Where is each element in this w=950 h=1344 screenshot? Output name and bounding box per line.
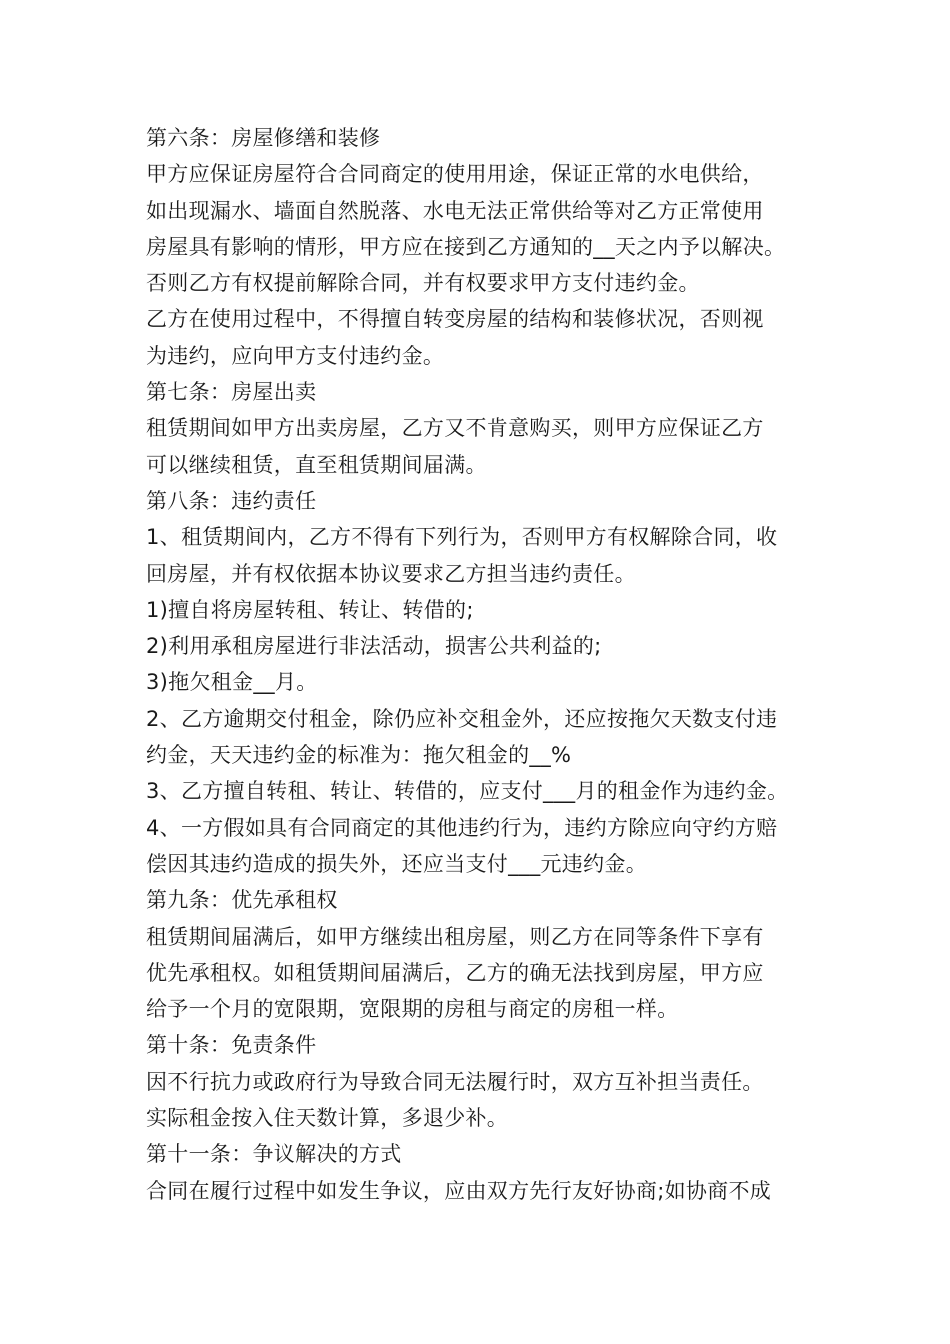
text-line: 偿因其违约造成的损失外，还应当支付___元违约金。 bbox=[146, 851, 647, 876]
text-line: 实际租金按入住天数计算，多退少补。 bbox=[146, 1106, 509, 1131]
text-line: 因不行抗力或政府行为导致合同无法履行时，双方互补担当责任。 bbox=[146, 1069, 764, 1094]
document-body bbox=[146, 120, 846, 1209]
text-line: 房屋具有影响的情形，甲方应在接到乙方通知的__天之内予以解决。 bbox=[146, 234, 786, 259]
text-line: 租赁期间如甲方出卖房屋，乙方又不肯意购买，则甲方应保证乙方 bbox=[146, 416, 764, 441]
clause-heading: 第八条：违约责任 bbox=[146, 488, 317, 513]
text-line: 优先承租权。如租赁期间届满后，乙方的确无法找到房屋，甲方应 bbox=[146, 960, 764, 985]
text-line: 甲方应保证房屋符合合同商定的使用用途，保证正常的水电供给， bbox=[146, 162, 764, 187]
text-line: 3)拖欠租金__月。 bbox=[146, 670, 318, 695]
text-line: 1)擅自将房屋转租、转让、转借的; bbox=[146, 597, 474, 622]
clause-heading: 第六条：房屋修缮和装修 bbox=[146, 126, 381, 150]
clause-heading: 第十一条：争议解决的方式 bbox=[146, 1142, 402, 1167]
text-line: 3、乙方擅自转租、转让、转借的，应支付___月的租金作为违约金。 bbox=[146, 779, 789, 804]
text-line: 否则乙方有权提前解除合同，并有权要求甲方支付违约金。 bbox=[146, 271, 700, 296]
text-line: 可以继续租赁，直至租赁期间届满。 bbox=[146, 452, 487, 477]
text-line: 为违约，应向甲方支付违约金。 bbox=[146, 343, 445, 368]
clause-heading: 第十条：免责条件 bbox=[146, 1033, 317, 1058]
text-line: 约金，天天违约金的标准为：拖欠租金的__% bbox=[146, 743, 572, 768]
text-line: 1、租赁期间内，乙方不得有下列行为，否则甲方有权解除合同，收 bbox=[146, 525, 778, 550]
text-line: 2、乙方逾期交付租金，除仍应补交租金外，还应按拖欠天数支付违 bbox=[146, 706, 778, 731]
text-line: 如出现漏水、墙面自然脱落、水电无法正常供给等对乙方正常使用 bbox=[146, 198, 764, 223]
text-line: 给予一个月的宽限期，宽限期的房租与商定的房租一样。 bbox=[146, 997, 679, 1022]
text-line: 租赁期间届满后，如甲方继续出租房屋，则乙方在同等条件下享有 bbox=[146, 924, 764, 949]
text-line: 回房屋，并有权依据本协议要求乙方担当违约责任。 bbox=[146, 561, 636, 586]
clause-heading: 第九条：优先承租权 bbox=[146, 888, 338, 913]
text-line: 乙方在使用过程中，不得擅自转变房屋的结构和装修状况，否则视 bbox=[146, 307, 764, 332]
text-line: 合同在履行过程中如发生争议，应由双方先行友好协商;如协商不成 bbox=[146, 1178, 772, 1203]
text-line: 2)利用承租房屋进行非法活动，损害公共利益的; bbox=[146, 634, 602, 659]
clause-heading: 第七条：房屋出卖 bbox=[146, 380, 317, 405]
text-line: 4、一方假如具有合同商定的其他违约行为，违约方除应向守约方赔 bbox=[146, 815, 778, 840]
